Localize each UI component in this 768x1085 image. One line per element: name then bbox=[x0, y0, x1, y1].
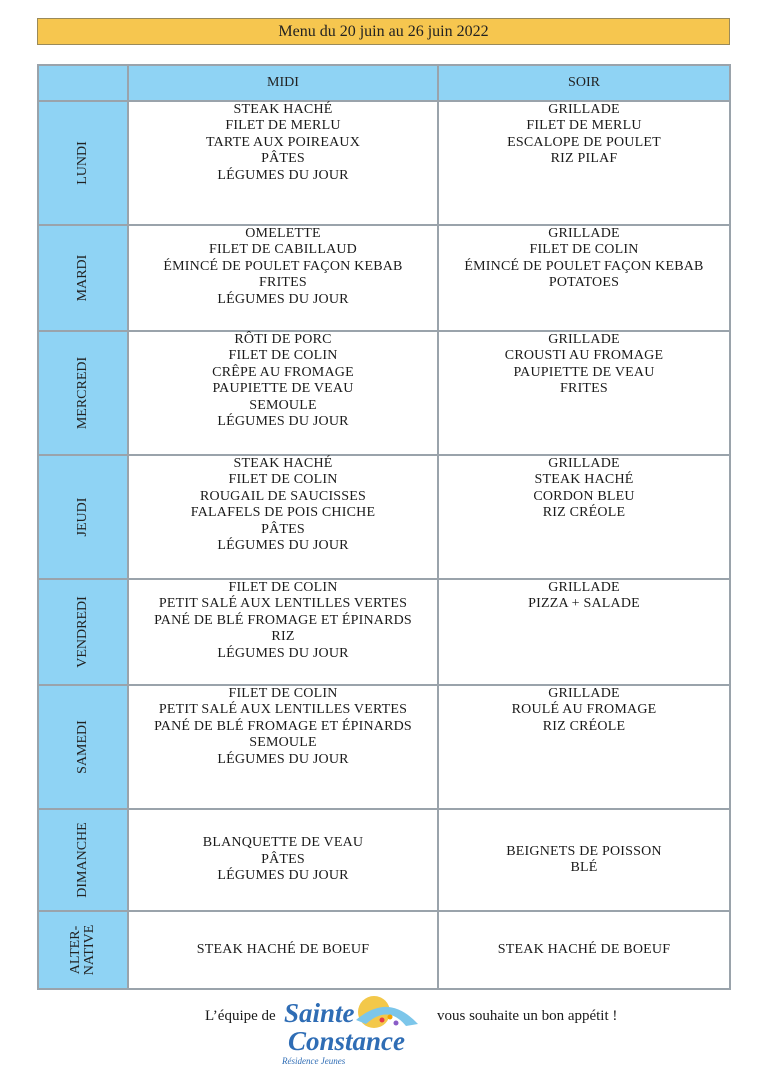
day-label: ALTER- NATIVE bbox=[68, 924, 97, 976]
menu-item: RIZ PILAF bbox=[550, 151, 618, 167]
day-row bbox=[38, 101, 730, 225]
midi-cell bbox=[128, 225, 438, 331]
menu-item: STEAK HACHÉ bbox=[534, 472, 634, 488]
menu-item: RIZ CRÉOLE bbox=[542, 505, 626, 521]
soir-cell bbox=[438, 225, 730, 331]
midi-cell bbox=[128, 685, 438, 809]
day-cell bbox=[38, 809, 128, 911]
corner-cell bbox=[38, 65, 128, 101]
day-label: MARDI bbox=[75, 254, 90, 302]
day-row bbox=[38, 225, 730, 331]
menu-item: PÂTES bbox=[261, 151, 305, 167]
day-row bbox=[38, 809, 730, 911]
midi-cell bbox=[128, 101, 438, 225]
logo-dot-red bbox=[380, 1018, 385, 1023]
menu-item: LÉGUMES DU JOUR bbox=[217, 538, 349, 554]
soir-cell bbox=[438, 911, 730, 989]
menu-item: FILET DE CABILLAUD bbox=[209, 242, 357, 258]
menu-item: ESCALOPE DE POULET bbox=[507, 134, 661, 150]
menu-item: LÉGUMES DU JOUR bbox=[217, 167, 349, 183]
menu-item: GRILLADE bbox=[548, 102, 620, 117]
menu-item: SEMOULE bbox=[249, 397, 317, 413]
menu-item: RIZ bbox=[271, 629, 295, 645]
logo-text-sainte: Sainte bbox=[284, 998, 355, 1028]
menu-item: SEMOULE bbox=[249, 735, 317, 751]
menu-item: ÉMINCÉ DE POULET FAÇON KEBAB bbox=[163, 258, 403, 274]
menu-item: PANÉ DE BLÉ FROMAGE ET ÉPINARDS bbox=[154, 612, 412, 628]
menu-item: PÂTES bbox=[261, 851, 305, 867]
menu-item: CROUSTI AU FROMAGE bbox=[504, 348, 664, 364]
day-cell bbox=[38, 685, 128, 809]
day-cell bbox=[38, 579, 128, 685]
menu-item: FILET DE MERLU bbox=[526, 118, 642, 134]
footer bbox=[0, 990, 768, 1070]
midi-cell bbox=[128, 809, 438, 911]
day-label: JEUDI bbox=[75, 497, 90, 537]
menu-item: FILET DE COLIN bbox=[228, 348, 338, 364]
menu-item: FILET DE COLIN bbox=[228, 686, 338, 701]
menu-item: CRÊPE AU FROMAGE bbox=[212, 364, 354, 380]
menu-item: LÉGUMES DU JOUR bbox=[217, 291, 349, 307]
menu-item: STEAK HACHÉ DE BOEUF bbox=[497, 941, 671, 957]
day-row bbox=[38, 911, 730, 989]
menu-item: LÉGUMES DU JOUR bbox=[217, 868, 349, 884]
menu-item: LÉGUMES DU JOUR bbox=[217, 751, 349, 767]
midi-cell bbox=[128, 455, 438, 579]
day-label: LUNDI bbox=[75, 141, 90, 185]
menu-item: OMELETTE bbox=[245, 226, 321, 241]
day-row bbox=[38, 331, 730, 455]
day-row bbox=[38, 455, 730, 579]
day-cell bbox=[38, 911, 128, 989]
menu-item: PANÉ DE BLÉ FROMAGE ET ÉPINARDS bbox=[154, 718, 412, 734]
sainte-constance-logo bbox=[278, 990, 438, 1068]
menu-item: FILET DE MERLU bbox=[225, 118, 341, 134]
menu-item: GRILLADE bbox=[548, 580, 620, 595]
menu-item: ROULÉ AU FROMAGE bbox=[511, 702, 657, 718]
midi-cell bbox=[128, 579, 438, 685]
menu-item: PETIT SALÉ AUX LENTILLES VERTES bbox=[158, 702, 408, 718]
menu-item: GRILLADE bbox=[548, 456, 620, 471]
logo-text-constance: Constance bbox=[288, 1026, 406, 1056]
menu-item: PETIT SALÉ AUX LENTILLES VERTES bbox=[158, 596, 408, 612]
menu-item: BLANQUETTE DE VEAU bbox=[202, 835, 364, 851]
day-row bbox=[38, 685, 730, 809]
menu-item: GRILLADE bbox=[548, 686, 620, 701]
menu-title: Menu du 20 juin au 26 juin 2022 bbox=[37, 18, 730, 45]
menu-item: POTATOES bbox=[548, 275, 620, 291]
menu-item: ÉMINCÉ DE POULET FAÇON KEBAB bbox=[464, 258, 704, 274]
footer-right-text: vous souhaite un bon appétit ! bbox=[437, 1008, 618, 1024]
footer-left-text: L’équipe de bbox=[205, 1008, 276, 1024]
menu-item: STEAK HACHÉ bbox=[233, 102, 333, 117]
logo-subtitle: Résidence Jeunes bbox=[282, 1056, 346, 1066]
day-cell bbox=[38, 101, 128, 225]
menu-item: FILET DE COLIN bbox=[529, 242, 639, 258]
day-cell bbox=[38, 455, 128, 579]
menu-item: LÉGUMES DU JOUR bbox=[217, 414, 349, 430]
soir-cell bbox=[438, 331, 730, 455]
soir-cell bbox=[438, 685, 730, 809]
midi-cell bbox=[128, 331, 438, 455]
day-label: VENDREDI bbox=[75, 596, 90, 668]
menu-item: FALAFELS DE POIS CHICHE bbox=[190, 505, 376, 521]
day-label: MERCREDI bbox=[75, 356, 90, 430]
day-cell bbox=[38, 225, 128, 331]
menu-item: STEAK HACHÉ DE BOEUF bbox=[196, 941, 370, 957]
menu-item: TARTE AUX POIREAUX bbox=[205, 134, 361, 150]
menu-item: FRITES bbox=[259, 275, 307, 291]
midi-cell bbox=[128, 911, 438, 989]
day-label: DIMANCHE bbox=[75, 822, 90, 898]
menu-item: PIZZA + SALADE bbox=[528, 596, 640, 612]
day-row bbox=[38, 579, 730, 685]
column-header-midi: MIDI bbox=[128, 65, 438, 101]
menu-item: PAUPIETTE DE VEAU bbox=[513, 364, 655, 380]
soir-cell bbox=[438, 579, 730, 685]
menu-item: STEAK HACHÉ bbox=[233, 456, 333, 471]
header-row bbox=[38, 65, 730, 101]
soir-cell bbox=[438, 101, 730, 225]
menu-item: LÉGUMES DU JOUR bbox=[217, 645, 349, 661]
logo-dot-purple bbox=[394, 1021, 399, 1026]
menu-item: FRITES bbox=[560, 381, 608, 397]
menu-item: GRILLADE bbox=[548, 332, 620, 347]
soir-cell bbox=[438, 809, 730, 911]
menu-item: CORDON BLEU bbox=[533, 488, 635, 504]
soir-cell bbox=[438, 455, 730, 579]
menu-item: RÔTI DE PORC bbox=[234, 332, 332, 347]
menu-item: BLÉ bbox=[570, 860, 598, 875]
menu-item: FILET DE COLIN bbox=[228, 472, 338, 488]
menu-item: GRILLADE bbox=[548, 226, 620, 241]
menu-item: RIZ CRÉOLE bbox=[542, 718, 626, 734]
menu-table bbox=[37, 64, 731, 990]
day-label: SAMEDI bbox=[75, 720, 90, 774]
logo-dot-orange bbox=[388, 1015, 393, 1020]
menu-item: ROUGAIL DE SAUCISSES bbox=[199, 488, 367, 504]
column-header-soir: SOIR bbox=[438, 65, 730, 101]
menu-item: FILET DE COLIN bbox=[228, 580, 338, 595]
menu-item: BEIGNETS DE POISSON bbox=[506, 843, 662, 859]
day-cell bbox=[38, 331, 128, 455]
menu-item: PÂTES bbox=[261, 521, 305, 537]
menu-item: PAUPIETTE DE VEAU bbox=[212, 381, 354, 397]
